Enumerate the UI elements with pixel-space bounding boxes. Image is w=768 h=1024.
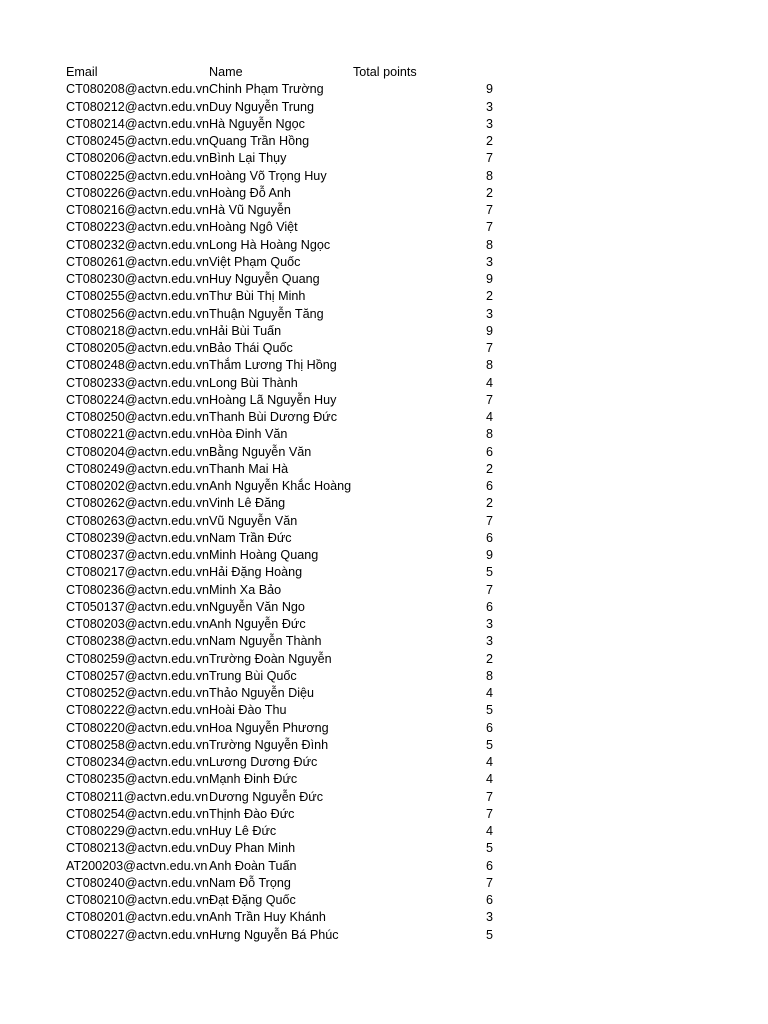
email-cell: CT080237@actvn.edu.vn — [66, 548, 210, 562]
name-cell: Thanh Bùi Dương Đức — [209, 410, 338, 424]
points-cell: 8 — [485, 237, 493, 252]
table-row — [66, 237, 506, 254]
email-cell: CT080217@actvn.edu.vn — [66, 565, 210, 580]
name-cell: Thịnh Đào Đức — [209, 806, 295, 821]
name-cell: Duy Nguyễn Trung — [209, 99, 315, 114]
email-cell: CT080236@actvn.edu.vn — [66, 582, 210, 597]
email-cell: CT080252@actvn.edu.vn — [66, 686, 210, 700]
table-row — [66, 927, 506, 944]
table-row — [66, 444, 506, 461]
email-cell: CT080258@actvn.edu.vn — [66, 737, 210, 752]
email-cell: CT080257@actvn.edu.vn — [66, 668, 210, 683]
points-cell: 9 — [485, 548, 493, 562]
header-name: Name — [209, 65, 243, 79]
points-cell: 2 — [485, 496, 493, 511]
points-cell: 6 — [485, 720, 493, 735]
points-cell: 2 — [485, 289, 493, 304]
name-cell: Hải Đặng Hoàng — [209, 565, 303, 580]
email-cell: CT080218@actvn.edu.vn — [66, 323, 210, 338]
name-cell: Thắm Lương Thị Hồng — [209, 358, 337, 373]
points-cell: 3 — [485, 99, 493, 114]
name-cell: Long Hà Hoàng Ngọc — [209, 237, 331, 252]
table-row — [66, 219, 506, 236]
email-cell: CT080250@actvn.edu.vn — [66, 410, 210, 424]
points-cell: 7 — [485, 341, 493, 355]
points-cell: 5 — [485, 737, 493, 752]
email-cell: CT080238@actvn.edu.vn — [66, 634, 210, 649]
points-cell: 6 — [485, 444, 493, 459]
name-cell: Hà Vũ Nguyễn — [209, 203, 291, 217]
email-cell: CT080263@actvn.edu.vn — [66, 513, 210, 528]
table-row — [66, 823, 506, 840]
name-cell: Hoàng Đỗ Anh — [209, 185, 291, 200]
points-cell: 6 — [485, 858, 493, 873]
points-cell: 4 — [485, 772, 493, 787]
table-row — [66, 771, 506, 788]
email-cell: CT080222@actvn.edu.vn — [66, 703, 210, 718]
email-cell: CT080212@actvn.edu.vn — [66, 99, 210, 114]
email-cell: AT200203@actvn.edu.vn — [66, 858, 208, 873]
table-row — [66, 288, 506, 305]
points-cell: 7 — [485, 203, 493, 217]
email-cell: CT080213@actvn.edu.vn — [66, 841, 210, 856]
points-cell: 2 — [485, 134, 493, 148]
points-cell: 7 — [485, 582, 493, 597]
table-row — [66, 547, 506, 564]
table-row — [66, 323, 506, 340]
points-cell: 3 — [485, 254, 493, 269]
table-row — [66, 530, 506, 547]
points-cell: 9 — [485, 272, 493, 286]
table-row — [66, 633, 506, 650]
table-row — [66, 651, 506, 668]
name-cell: Mạnh Đinh Đức — [209, 772, 298, 787]
email-cell: CT080245@actvn.edu.vn — [66, 134, 210, 148]
points-cell: 9 — [485, 323, 493, 338]
name-cell: Hoa Nguyễn Phương — [209, 720, 329, 735]
table-row — [66, 564, 506, 581]
table-row — [66, 599, 506, 616]
table-row — [66, 685, 506, 702]
email-cell: CT080239@actvn.edu.vn — [66, 530, 210, 545]
name-cell: Minh Xa Bảo — [209, 582, 282, 597]
table-row — [66, 737, 506, 754]
points-cell: 6 — [485, 530, 493, 545]
points-cell: 3 — [485, 910, 493, 925]
table-row — [66, 702, 506, 719]
table-row — [66, 168, 506, 185]
email-cell: CT080211@actvn.edu.vn — [66, 789, 209, 804]
email-cell: CT080214@actvn.edu.vn — [66, 116, 210, 131]
table-row — [66, 202, 506, 219]
name-cell: Thuận Nguyễn Tăng — [209, 306, 324, 321]
name-cell: Lương Dương Đức — [209, 755, 318, 769]
email-cell: CT080208@actvn.edu.vn — [66, 82, 210, 97]
email-cell: CT080227@actvn.edu.vn — [66, 927, 210, 942]
email-cell: CT080235@actvn.edu.vn — [66, 772, 210, 787]
points-cell: 2 — [485, 461, 493, 476]
email-cell: CT080210@actvn.edu.vn — [66, 893, 210, 907]
table-row — [66, 616, 506, 633]
table-row — [66, 909, 506, 926]
points-cell: 4 — [485, 410, 493, 424]
table-row — [66, 840, 506, 857]
table-row — [66, 806, 506, 823]
points-cell: 4 — [485, 686, 493, 700]
points-cell: 7 — [485, 151, 493, 166]
name-cell: Hưng Nguyễn Bá Phúc — [209, 927, 339, 942]
table-row — [66, 789, 506, 806]
email-cell: CT080248@actvn.edu.vn — [66, 358, 210, 373]
table-row — [66, 133, 506, 150]
points-cell: 3 — [485, 634, 493, 649]
email-cell: CT080203@actvn.edu.vn — [66, 617, 210, 631]
table-row — [66, 754, 506, 771]
name-cell: Hải Bùi Tuấn — [209, 323, 282, 338]
points-cell: 4 — [485, 375, 493, 390]
email-cell: CT080226@actvn.edu.vn — [66, 185, 210, 200]
table-row — [66, 409, 506, 426]
header-total-points: Total points — [353, 65, 417, 79]
name-cell: Huy Lê Đức — [209, 824, 277, 838]
name-cell: Hoàng Võ Trọng Huy — [209, 168, 327, 183]
email-cell: CT080201@actvn.edu.vn — [66, 910, 210, 925]
points-cell: 3 — [485, 116, 493, 131]
email-cell: CT080221@actvn.edu.vn — [66, 427, 210, 442]
email-cell: CT080240@actvn.edu.vn — [66, 875, 210, 890]
points-cell: 2 — [485, 185, 493, 200]
table-row — [66, 99, 506, 116]
email-cell: CT080229@actvn.edu.vn — [66, 824, 210, 838]
points-cell: 8 — [485, 358, 493, 373]
table-row — [66, 357, 506, 374]
points-cell: 7 — [485, 806, 493, 821]
table-row — [66, 254, 506, 271]
name-cell: Nam Nguyễn Thành — [209, 634, 322, 649]
name-cell: Hoàng Lã Nguyễn Huy — [209, 392, 337, 407]
points-cell: 3 — [485, 617, 493, 631]
spreadsheet-table — [66, 64, 506, 944]
email-cell: CT080234@actvn.edu.vn — [66, 755, 210, 769]
name-cell: Vũ Nguyễn Văn — [209, 513, 298, 528]
table-row — [66, 392, 506, 409]
table-row — [66, 513, 506, 530]
name-cell: Thanh Mai Hà — [209, 461, 289, 476]
points-cell: 5 — [485, 927, 493, 942]
points-cell: 8 — [485, 427, 493, 442]
name-cell: Trường Đoàn Nguyễn — [209, 651, 332, 666]
email-cell: CT080220@actvn.edu.vn — [66, 720, 210, 735]
email-cell: CT080255@actvn.edu.vn — [66, 289, 210, 304]
name-cell: Dương Nguyễn Đức — [209, 789, 324, 804]
table-body — [66, 81, 506, 944]
name-cell: Trường Nguyễn Đình — [209, 737, 329, 752]
name-cell: Duy Phan Minh — [209, 841, 296, 856]
name-cell: Anh Nguyễn Khắc Hoàng — [209, 479, 352, 493]
points-cell: 2 — [485, 651, 493, 666]
email-cell: CT080261@actvn.edu.vn — [66, 254, 210, 269]
points-cell: 7 — [485, 392, 493, 407]
table-row — [66, 150, 506, 167]
table-row — [66, 81, 506, 98]
name-cell: Thư Bùi Thị Minh — [209, 289, 306, 304]
name-cell: Long Bùi Thành — [209, 375, 298, 390]
table-row — [66, 720, 506, 737]
name-cell: Bằng Nguyễn Văn — [209, 444, 312, 459]
points-cell: 7 — [485, 875, 493, 890]
points-cell: 4 — [485, 824, 493, 838]
email-cell: CT080206@actvn.edu.vn — [66, 151, 210, 166]
name-cell: Trung Bùi Quốc — [209, 668, 297, 683]
email-cell: CT080256@actvn.edu.vn — [66, 306, 210, 321]
table-row — [66, 461, 506, 478]
points-cell: 8 — [485, 168, 493, 183]
table-row — [66, 875, 506, 892]
table-row — [66, 858, 506, 875]
table-row — [66, 892, 506, 909]
table-row — [66, 306, 506, 323]
name-cell: Hòa Đinh Văn — [209, 427, 288, 442]
points-cell: 5 — [485, 565, 493, 580]
email-cell: CT050137@actvn.edu.vn — [66, 599, 210, 614]
name-cell: Vinh Lê Đăng — [209, 496, 286, 511]
name-cell: Hoài Đào Thu — [209, 703, 287, 718]
points-cell: 8 — [485, 668, 493, 683]
email-cell: CT080205@actvn.edu.vn — [66, 341, 210, 355]
header-email: Email — [66, 65, 98, 79]
name-cell: Anh Nguyễn Đức — [209, 617, 306, 631]
points-cell: 9 — [485, 82, 493, 97]
name-cell: Anh Đoàn Tuấn — [209, 858, 297, 873]
email-cell: CT080225@actvn.edu.vn — [66, 168, 210, 183]
table-row — [66, 668, 506, 685]
points-cell: 6 — [485, 893, 493, 907]
table-row — [66, 375, 506, 392]
email-cell: CT080230@actvn.edu.vn — [66, 272, 210, 286]
email-cell: CT080262@actvn.edu.vn — [66, 496, 210, 511]
points-cell: 6 — [485, 599, 493, 614]
name-cell: Nguyễn Văn Ngo — [209, 599, 305, 614]
table-row — [66, 495, 506, 512]
email-cell: CT080204@actvn.edu.vn — [66, 444, 210, 459]
name-cell: Hà Nguyễn Ngọc — [209, 116, 305, 131]
table-row — [66, 271, 506, 288]
points-cell: 7 — [485, 513, 493, 528]
name-cell: Huy Nguyễn Quang — [209, 272, 320, 286]
email-cell: CT080233@actvn.edu.vn — [66, 375, 210, 390]
name-cell: Nam Trần Đức — [209, 530, 292, 545]
table-row — [66, 185, 506, 202]
points-cell: 3 — [485, 306, 493, 321]
email-cell: CT080216@actvn.edu.vn — [66, 203, 210, 217]
points-cell: 5 — [485, 703, 493, 718]
table-row — [66, 426, 506, 443]
name-cell: Bình Lại Thụy — [209, 151, 287, 166]
points-cell: 7 — [485, 220, 493, 235]
name-cell: Anh Trần Huy Khánh — [209, 910, 326, 925]
name-cell: Thảo Nguyễn Diệu — [209, 686, 315, 700]
table-row — [66, 582, 506, 599]
email-cell: CT080259@actvn.edu.vn — [66, 651, 210, 666]
email-cell: CT080202@actvn.edu.vn — [66, 479, 210, 493]
points-cell: 6 — [485, 479, 493, 493]
name-cell: Nam Đỗ Trọng — [209, 875, 291, 890]
header-row — [66, 64, 506, 81]
email-cell: CT080232@actvn.edu.vn — [66, 237, 210, 252]
email-cell: CT080223@actvn.edu.vn — [66, 220, 210, 235]
email-cell: CT080224@actvn.edu.vn — [66, 392, 210, 407]
name-cell: Chinh Phạm Trường — [209, 82, 324, 97]
table-row — [66, 340, 506, 357]
table-row — [66, 116, 506, 133]
name-cell: Hoàng Ngô Việt — [209, 220, 298, 235]
name-cell: Minh Hoàng Quang — [209, 548, 319, 562]
name-cell: Việt Phạm Quốc — [209, 254, 301, 269]
email-cell: CT080254@actvn.edu.vn — [66, 806, 210, 821]
table-row — [66, 478, 506, 495]
name-cell: Quang Trần Hồng — [209, 134, 310, 148]
name-cell: Bảo Thái Quốc — [209, 341, 293, 355]
email-cell: CT080249@actvn.edu.vn — [66, 461, 210, 476]
points-cell: 5 — [485, 841, 493, 856]
points-cell: 4 — [485, 755, 493, 769]
points-cell: 7 — [485, 789, 493, 804]
name-cell: Đạt Đặng Quốc — [209, 893, 296, 907]
